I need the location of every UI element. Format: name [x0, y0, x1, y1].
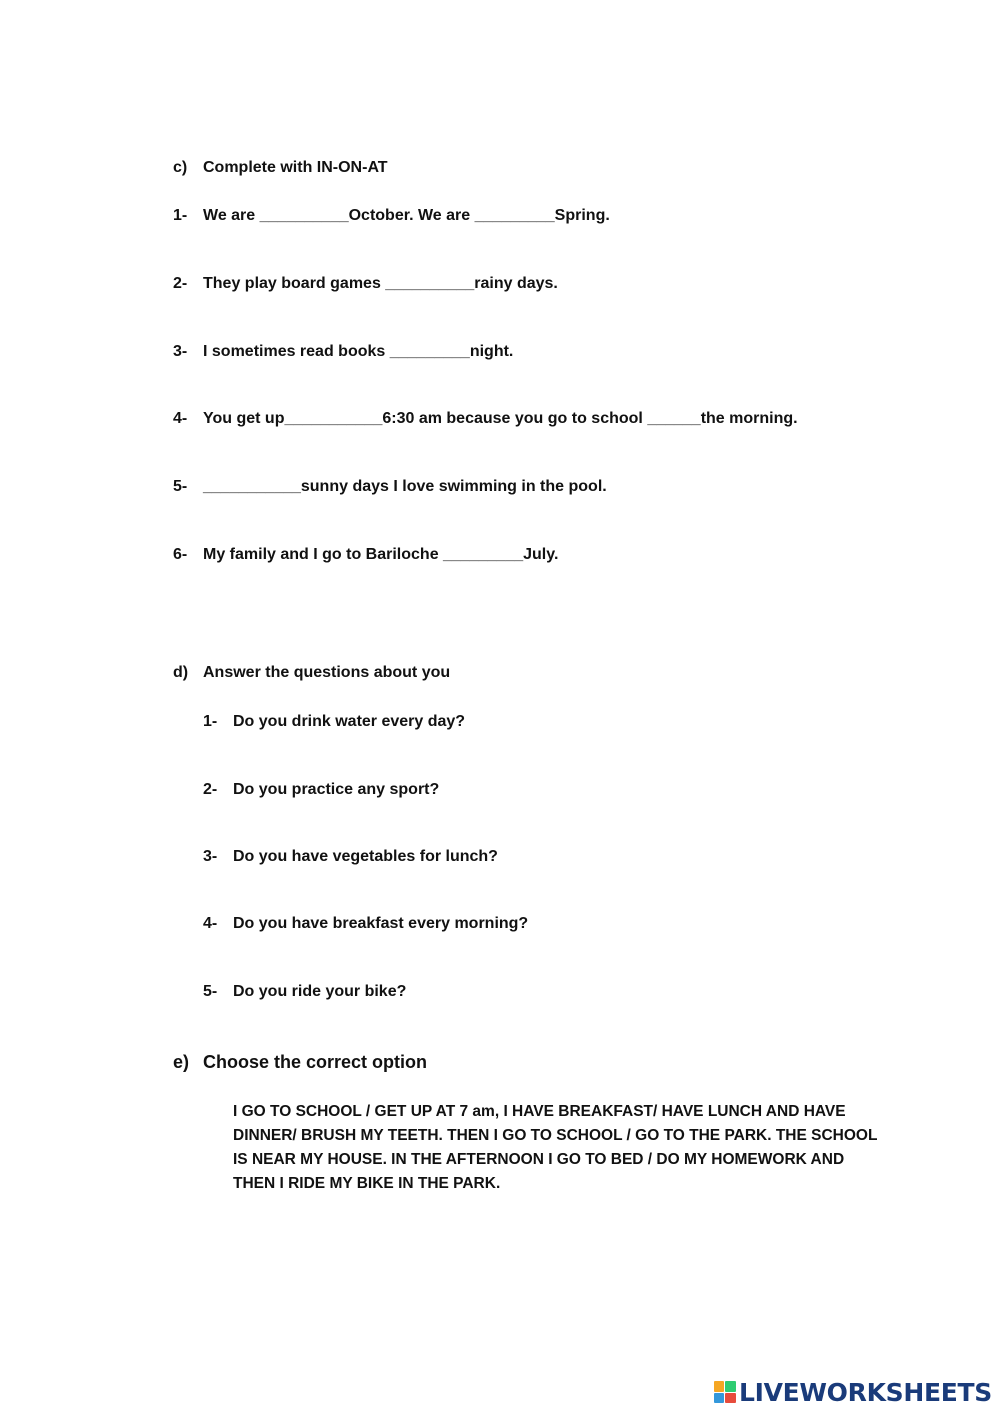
section-d-item-5-text: Do you ride your bike?	[233, 983, 407, 1000]
section-c-title: Complete with IN-ON-AT	[203, 159, 388, 176]
section-c-item-2-number: 2-	[173, 275, 188, 292]
section-c-item-6-text: My family and I go to Bariloche _________July.	[203, 546, 559, 563]
section-d-marker: d)	[173, 664, 189, 681]
section-d-title: Answer the questions about you	[203, 664, 451, 681]
section-d-item-4-text: Do you have breakfast every morning?	[233, 915, 529, 932]
section-d-item-3-number: 3-	[203, 848, 218, 865]
section-c-item-3-number: 3-	[173, 343, 188, 360]
section-c-item-5-number: 5-	[173, 478, 188, 495]
section-d-item-4-number: 4-	[203, 915, 218, 932]
logo-tile-orange	[714, 1381, 725, 1392]
section-d-item-3-text: Do you have vegetables for lunch?	[233, 848, 498, 865]
liveworksheets-logo-icon	[714, 1381, 736, 1403]
section-c-item-3-text: I sometimes read books _________night.	[203, 343, 514, 360]
section-d-item-2-text: Do you practice any sport?	[233, 781, 440, 798]
section-c-item-4-text: You get up___________6:30 am because you go to school ______the morning.	[203, 410, 798, 427]
logo-text: LIVEWORKSHEETS	[738, 1377, 992, 1407]
section-c-marker: c)	[173, 159, 188, 176]
section-e-paragraph: I GO TO SCHOOL / GET UP AT 7 am, I HAVE BREAKFAST/ HAVE LUNCH AND HAVE DINNER/ BRUSH MY TEETH. THEN I GO TO SCHOOL / GO TO THE PARK. THE SCHOOL IS NEAR MY HOUSE. IN THE AFTERNOON I GO TO BED / DO MY HOMEWORK AND THEN I RIDE MY BIKE IN THE PARK.	[233, 1103, 878, 1192]
section-e-title: Choose the correct option	[203, 1052, 428, 1072]
section-e-marker: e)	[173, 1052, 190, 1072]
logo-tile-blue	[714, 1393, 725, 1404]
liveworksheets-logo	[714, 1377, 992, 1407]
section-c-item-4-number: 4-	[173, 410, 188, 427]
logo-tile-red	[725, 1393, 736, 1404]
section-c-item-5-text: ___________sunny days I love swimming in the pool.	[203, 478, 607, 495]
section-c-item-6-number: 6-	[173, 546, 188, 563]
section-c-item-2-text: They play board games __________rainy days.	[203, 275, 558, 292]
section-d-item-2-number: 2-	[203, 781, 218, 798]
section-d-item-1-number: 1-	[203, 713, 218, 730]
section-d-item-5-number: 5-	[203, 983, 218, 1000]
section-d-item-1-text: Do you drink water every day?	[233, 713, 466, 730]
logo-tile-green	[725, 1381, 736, 1392]
section-c-item-1-number: 1-	[173, 207, 188, 224]
section-c-item-1-text: We are __________October. We are _________Spring.	[203, 207, 610, 224]
